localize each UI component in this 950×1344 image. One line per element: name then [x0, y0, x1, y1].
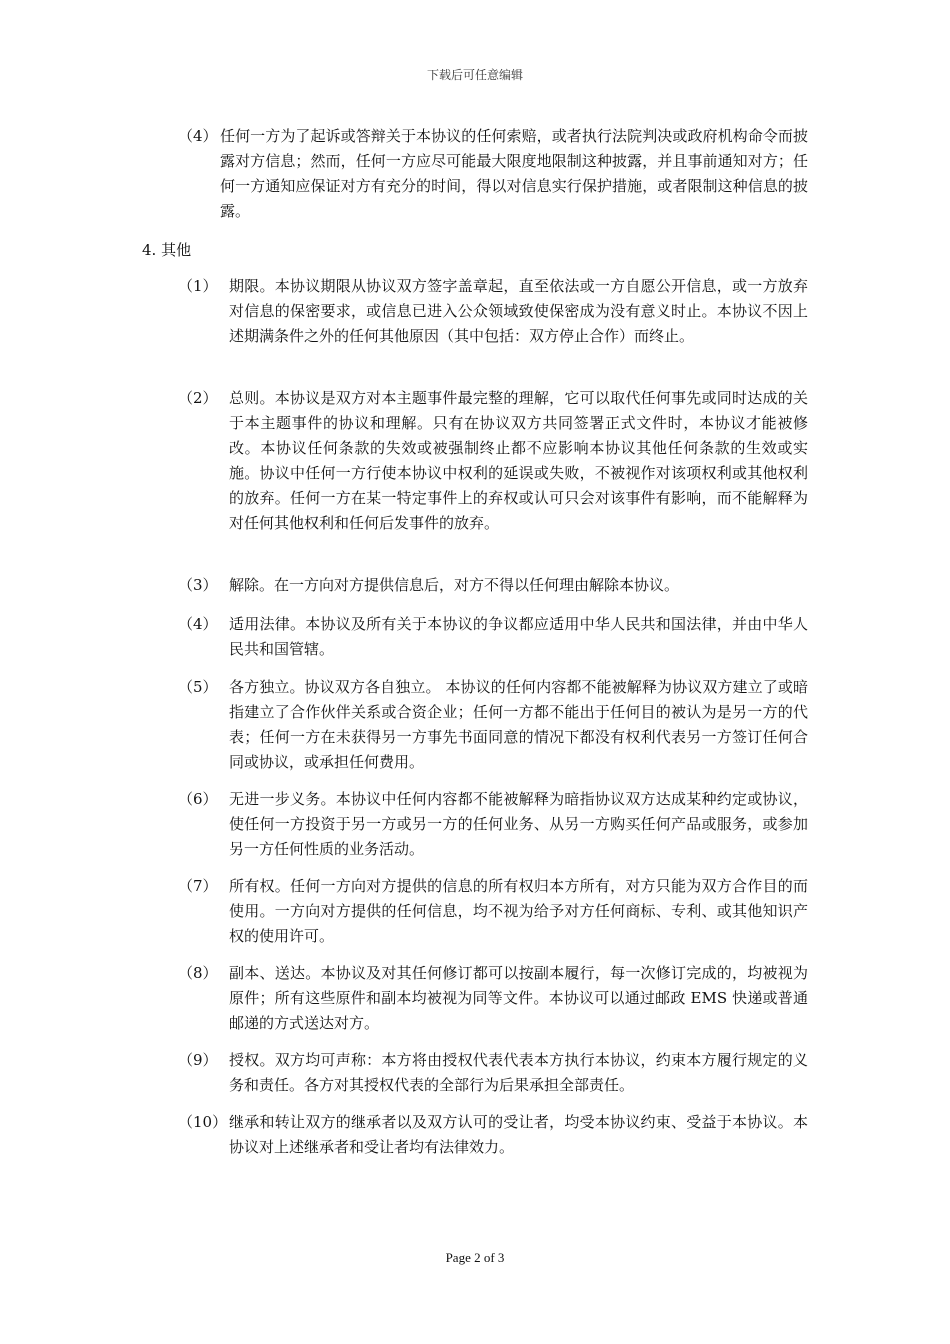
page-header: 下载后可任意编辑	[426, 68, 523, 82]
item-counterparts-delivery	[178, 961, 808, 1036]
item-text: 期限。本协议期限从协议双方签字盖章起，直至依法或一方自愿公开信息，或一方放弃对信息的保密要求，或信息已进入公众领域致使保密成为没有意义时止。本协议不因上述期满条件之外的任何其他原因（其中包括：双方停止合作）而终止。	[229, 277, 808, 345]
item-number: （6）	[178, 790, 218, 808]
item-term	[178, 274, 808, 349]
item-number: （9）	[178, 1051, 218, 1069]
item-text: 无进一步义务。本协议中任何内容都不能被解释为暗指协议双方达成某种约定或协议，使任何一方投资于另一方或另一方的任何业务、从另一方购买任何产品或服务，或参加另一方任何性质的业务活动。	[229, 790, 808, 858]
item-general	[178, 386, 808, 536]
item-text: 继承和转让双方的继承者以及双方认可的受让者，均受本协议约束、受益于本协议。本协议对上述继承者和受让者均有法律效力。	[229, 1113, 808, 1156]
item-text: 解除。在一方向对方提供信息后，对方不得以任何理由解除本协议。	[229, 576, 680, 594]
clause-text: 任何一方为了起诉或答辩关于本协议的任何索赔，或者执行法院判决或政府机构命令而披露对方信息；然而，任何一方应尽可能最大限度地限制这种披露，并且事前通知对方；任何一方通知应保证对方有充分的时间，得以对信息实行保护措施，或者限制这种信息的披露。	[220, 127, 808, 220]
item-number: （3）	[178, 576, 218, 594]
section-heading-other: 4. 其他	[142, 241, 192, 259]
item-succession-assignment	[178, 1110, 808, 1160]
item-governing-law	[178, 612, 808, 662]
clause-number: （4）	[178, 127, 218, 145]
page-footer: Page 2 of 3	[445, 1250, 505, 1265]
item-no-further-obligation	[178, 787, 808, 862]
item-text: 总则。本协议是双方对本主题事件最完整的理解，它可以取代任何事先或同时达成的关于本主题事件的协议和理解。只有在协议双方共同签署正式文件时，本协议才能被修改。本协议任何条款的失效或被强制终止都不应影响本协议其他任何条款的生效或实施。协议中任何一方行使本协议中权利的延误或失败，不被视作对该项权利或其他权利的放弃。任何一方在某一特定事件上的弃权或认可只会对该事件有影响，而不能解释为对任何其他权利和任何后发事件的放弃。	[229, 389, 808, 532]
item-number: （4）	[178, 615, 218, 633]
item-text: 各方独立。协议双方各自独立。 本协议的任何内容都不能被解释为协议双方建立了或暗指建立了合作伙伴关系或合资企业；任何一方都不能出于任何目的被认为是另一方的代表；任何一方在未获得另一方事先书面同意的情况下都没有权利代表另一方签订任何合同或协议，或承担任何费用。	[229, 678, 808, 771]
item-number: （5）	[178, 678, 218, 696]
clause-4-confidentiality-disclosure	[178, 124, 808, 224]
item-independence	[178, 675, 808, 775]
item-text: 授权。双方均可声称：本方将由授权代表代表本方执行本协议，约束本方履行规定的义务和责任。各方对其授权代表的全部行为后果承担全部责任。	[229, 1051, 808, 1094]
item-text: 副本、送达。本协议及对其任何修订都可以按副本履行，每一次修订完成的，均被视为原件；所有这些原件和副本均被视为同等文件。本协议可以通过邮政 EMS 快递或普通邮递的方式送达对方。	[229, 964, 808, 1032]
item-text: 适用法律。本协议及所有关于本协议的争议都应适用中华人民共和国法律，并由中华人民共和国管辖。	[229, 615, 808, 658]
item-ownership	[178, 874, 808, 949]
item-text: 所有权。任何一方向对方提供的信息的所有权归本方所有，对方只能为双方合作目的而使用。一方向对方提供的任何信息，均不视为给予对方任何商标、专利、或其他知识产权的使用许可。	[229, 877, 808, 945]
item-number: （8）	[178, 964, 218, 982]
item-number: （7）	[178, 877, 218, 895]
item-number: （1）	[178, 277, 218, 295]
item-number: （2）	[178, 389, 218, 407]
item-termination	[178, 573, 808, 598]
item-number: （10）	[178, 1113, 228, 1131]
item-authorization	[178, 1048, 808, 1098]
